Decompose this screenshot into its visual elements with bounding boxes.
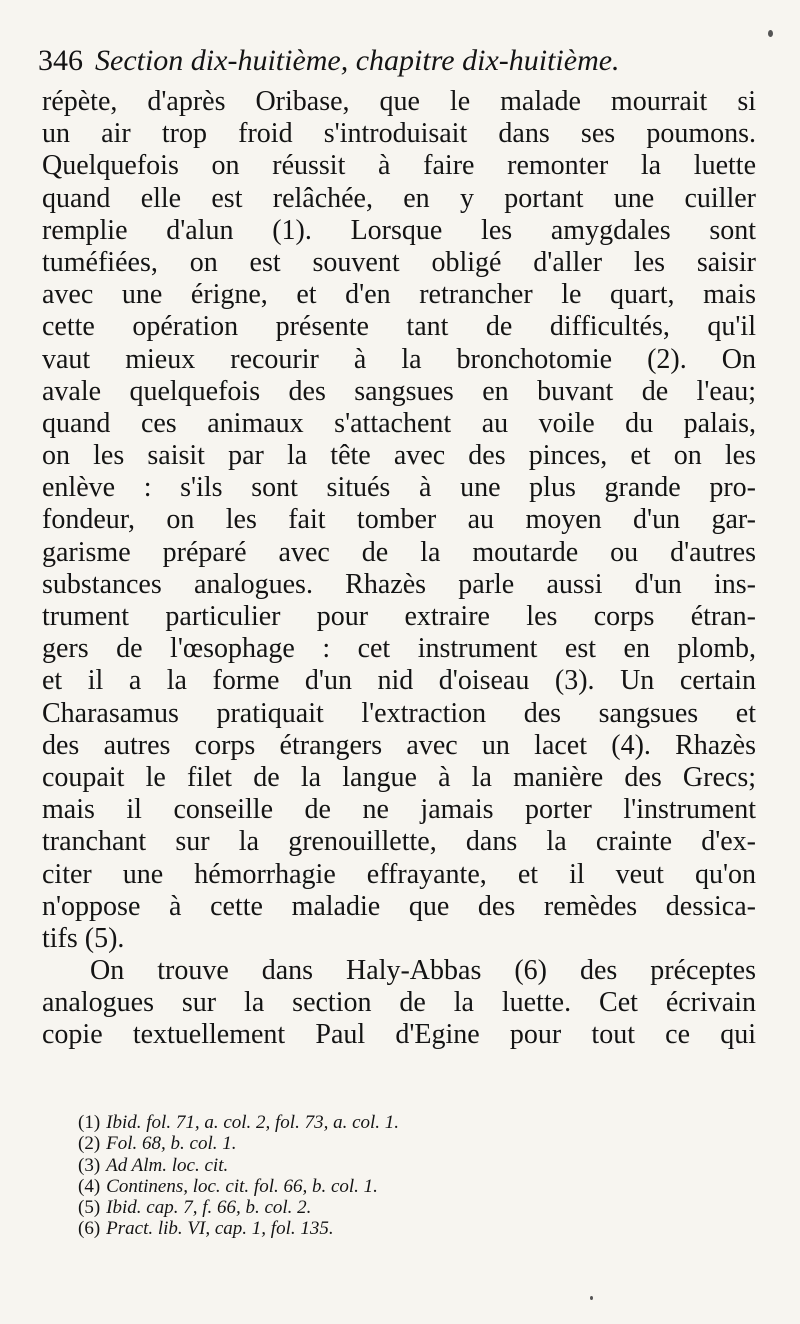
text-line: quand ces animaux s'attachent au voile du palais, (42, 407, 756, 439)
text-line: tuméfiées, on est souvent obligé d'aller les saisir (42, 246, 756, 278)
text-line: gers de l'œsophage : cet instrument est en plomb, (42, 633, 756, 665)
footnote-text: Pract. lib. VI, cap. 1, fol. 135. (106, 1218, 334, 1240)
paper-speck (768, 30, 773, 37)
text-line: analogues sur la section de la luette. Cet écrivain (42, 987, 756, 1019)
text-line: et il a la forme d'un nid d'oiseau (3). Un certain (42, 665, 756, 697)
footnote-mark: (6) (78, 1218, 101, 1240)
footnote (78, 1176, 678, 1197)
footnote-text: Ibid. cap. 7, f. 66, b. col. 2. (106, 1197, 312, 1219)
text-line: mais il conseille de ne jamais porter l'instrument (42, 794, 756, 826)
text-line: un air trop froid s'introduisait dans ses poumons. (42, 118, 756, 150)
text-line: citer une hémorrhagie effrayante, et il veut qu'on (42, 858, 756, 890)
text-line: avec une érigne, et d'en retrancher le quart, mais (42, 279, 756, 311)
footnote (78, 1133, 678, 1154)
text-line: vaut mieux recourir à la bronchotomie (2). On (42, 343, 756, 375)
text-line: garisme préparé avec de la moutarde ou d'autres (42, 536, 756, 568)
text-line: quand elle est relâchée, en y portant une cuiller (42, 182, 756, 214)
running-title: Section dix-huitième, chapitre dix-huitième. (95, 44, 620, 77)
footnote-mark: (2) (78, 1133, 101, 1155)
text-line: Charasamus pratiquait l'extraction des sangsues et (42, 697, 756, 729)
footnote-text: Fol. 68, b. col. 1. (106, 1133, 237, 1155)
footnotes (78, 1112, 678, 1240)
footnote-mark: (5) (78, 1197, 101, 1219)
text-line: tifs (5). (42, 922, 125, 954)
footnote (78, 1112, 678, 1133)
text-line: copie textuellement Paul d'Egine pour tout ce qui (42, 1019, 756, 1051)
footnote-mark: (4) (78, 1175, 101, 1197)
page-header (38, 44, 768, 78)
footnote-mark: (3) (78, 1154, 101, 1176)
footnote-text: Ad Alm. loc. cit. (106, 1154, 229, 1176)
text-line: n'oppose à cette maladie que des remèdes dessica- (42, 890, 756, 922)
text-line: tranchant sur la grenouillette, dans la crainte d'ex- (42, 826, 756, 858)
page-number: 346 (38, 44, 83, 77)
footnote (78, 1197, 678, 1218)
text-line: Quelquefois on réussit à faire remonter la luette (42, 150, 756, 182)
footnote-mark: (1) (78, 1112, 101, 1133)
text-line: fondeur, on les fait tomber au moyen d'un gar- (42, 504, 756, 536)
text-line: cette opération présente tant de difficultés, qu'il (42, 311, 756, 343)
text-line: substances analogues. Rhazès parle aussi d'un ins- (42, 568, 756, 600)
text-line: trument particulier pour extraire les corps étran- (42, 601, 756, 632)
text-line: répète, d'après Oribase, que le malade mourrait si (42, 86, 756, 117)
text-line: enlève : s'ils sont situés à une plus grande pro- (42, 472, 756, 504)
text-line: avale quelquefois des sangsues en buvant de l'eau; (42, 375, 756, 407)
footnote-text: Ibid. fol. 71, a. col. 2, fol. 73, a. col. 1. (106, 1112, 400, 1133)
text-line: remplie d'alun (1). Lorsque les amygdales sont (42, 214, 756, 246)
text-line: coupait le filet de la langue à la manière des Grecs; (42, 761, 756, 793)
paper-speck (590, 1296, 593, 1300)
body-text (42, 86, 756, 1052)
text-line: On trouve dans Haly-Abbas (6) des préceptes (90, 955, 756, 987)
footnote (78, 1155, 678, 1176)
footnote-text: Continens, loc. cit. fol. 66, b. col. 1. (106, 1175, 378, 1197)
text-line: des autres corps étrangers avec un lacet (4). Rhazès (42, 729, 756, 761)
footnote (78, 1218, 678, 1239)
text-line: on les saisit par la tête avec des pinces, et on les (42, 440, 756, 472)
